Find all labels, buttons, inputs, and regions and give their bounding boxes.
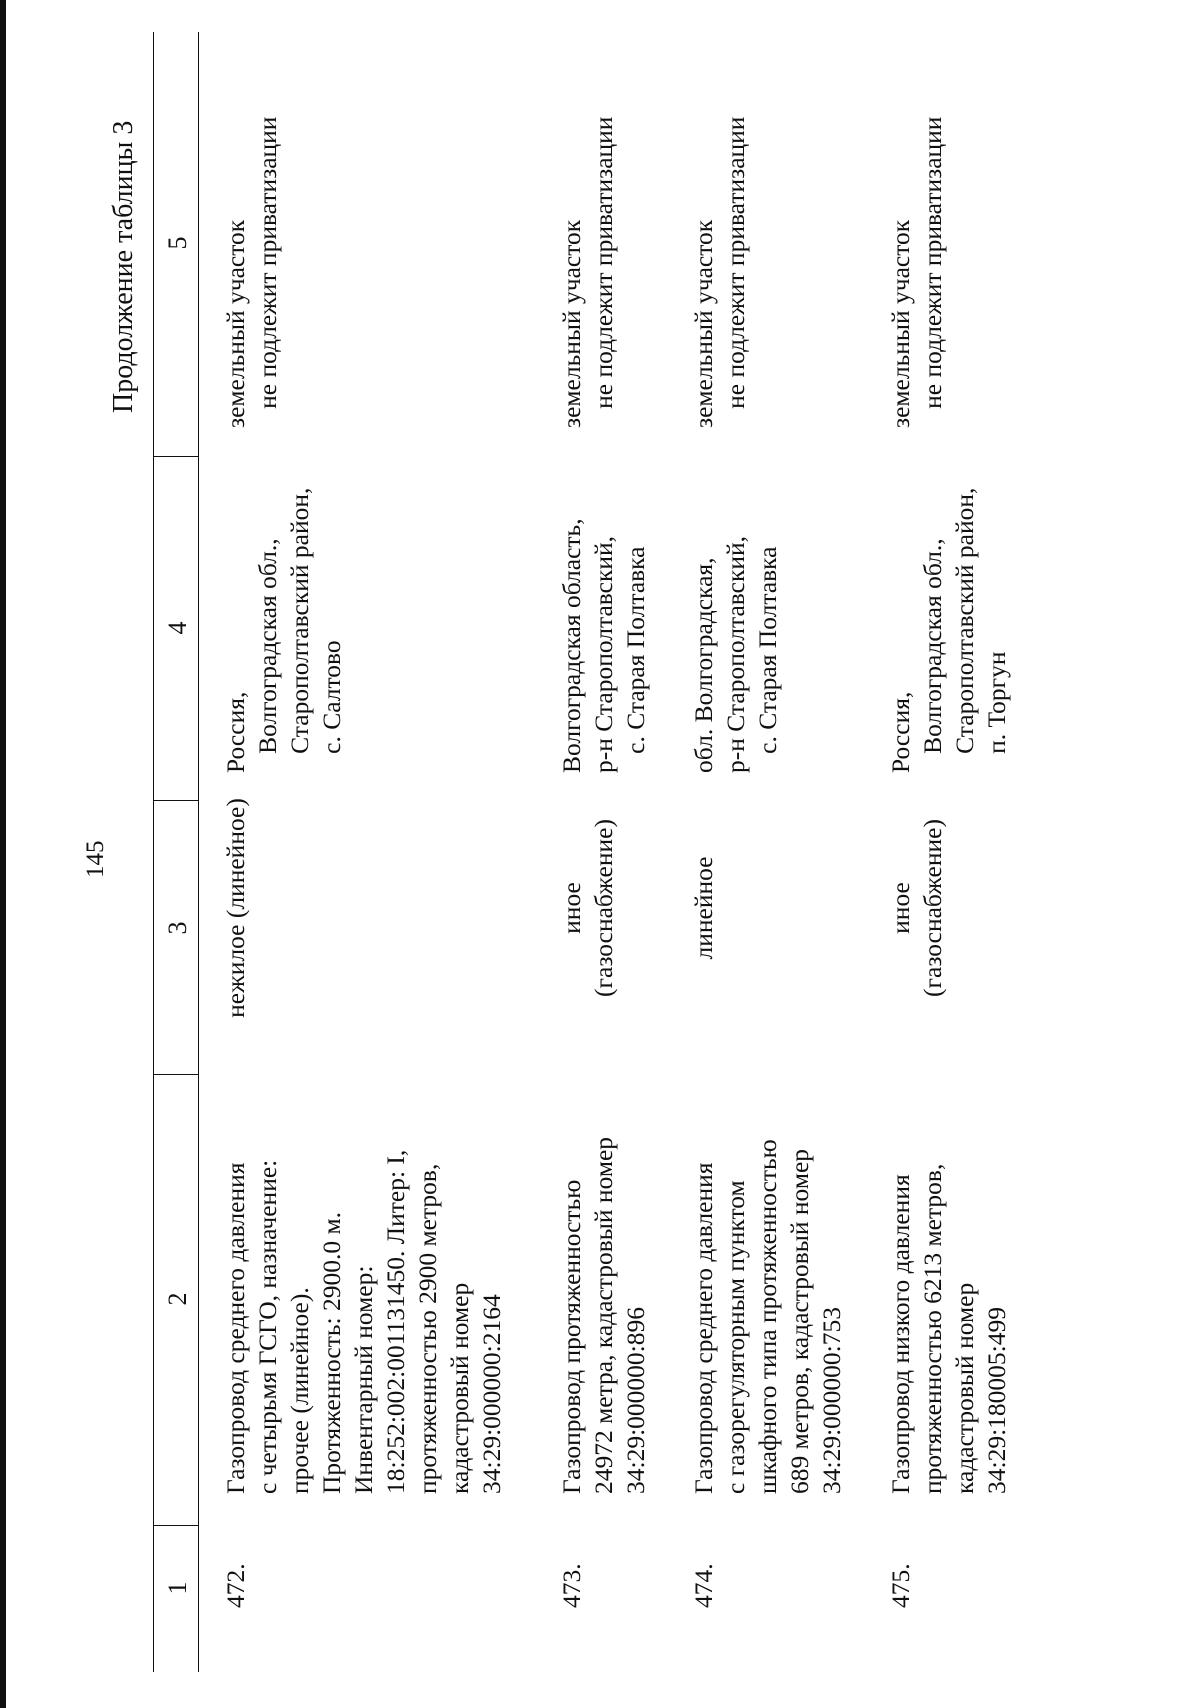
column-divider	[153, 800, 198, 801]
object-purpose: иное (газоснабжение)	[557, 819, 618, 997]
column-number: 3	[163, 921, 192, 935]
object-address: Волгоградская область, р-н Старополтавский, с. Старая Полтавка	[557, 518, 650, 773]
object-status: земельный участок не подлежит приватизации	[689, 116, 750, 428]
object-address: Россия, Волгоградская обл., Старополтавский район, с. Салтово	[221, 487, 346, 773]
page-number: 145	[82, 840, 109, 878]
object-status: земельный участок не подлежит приватизации	[221, 116, 282, 428]
object-status: земельный участок не подлежит приватизации	[886, 116, 947, 428]
object-description: Газопровод среднего давления с газорегуляторным пунктом шкафного типа протяженностью 689 метров, кадастровый номер 34:29:000000:753	[689, 1139, 846, 1494]
object-purpose: линейное	[689, 856, 718, 960]
table-header-rule	[198, 32, 199, 1672]
column-number: 1	[163, 1581, 192, 1595]
row-number: 475.	[886, 1563, 915, 1608]
object-description: Газопровод протяженностью 24972 метра, кадастровый номер 34:29:000000:896	[557, 1136, 650, 1494]
object-description: Газопровод среднего давления с четырьмя ГСГО, назначение: прочее (линейное). Протяженность: 2900.0 м. Инвентарный номер: 18:252:002:001131450. Литер: I, протяженностью 2900 метров, кадастровый номер 34:29:000000:2164	[221, 1149, 506, 1494]
row-number: 473.	[557, 1563, 586, 1608]
object-status: земельный участок не подлежит приватизации	[557, 116, 618, 428]
column-divider	[153, 456, 198, 457]
column-divider	[153, 1525, 198, 1526]
object-purpose: иное (газоснабжение)	[886, 819, 947, 997]
column-divider	[153, 1074, 198, 1075]
column-number: 5	[163, 236, 192, 250]
column-number: 2	[163, 1292, 192, 1306]
table-caption: Продолжение таблицы 3	[108, 120, 139, 413]
row-number: 474.	[689, 1563, 718, 1608]
object-description: Газопровод низкого давления протяженностью 6213 метров, кадастровый номер 34:29:180005:499	[886, 1163, 1011, 1494]
column-number: 4	[163, 621, 192, 635]
object-address: Россия, Волгоградская обл., Старополтавский район, п. Торгун	[886, 487, 1011, 773]
table-top-rule	[153, 32, 154, 1672]
row-number: 472.	[221, 1563, 250, 1608]
object-address: обл. Волгоградская, р-н Старополтавский, с. Старая Полтавка	[689, 535, 782, 773]
object-purpose: нежилое (линейное)	[221, 798, 250, 1018]
